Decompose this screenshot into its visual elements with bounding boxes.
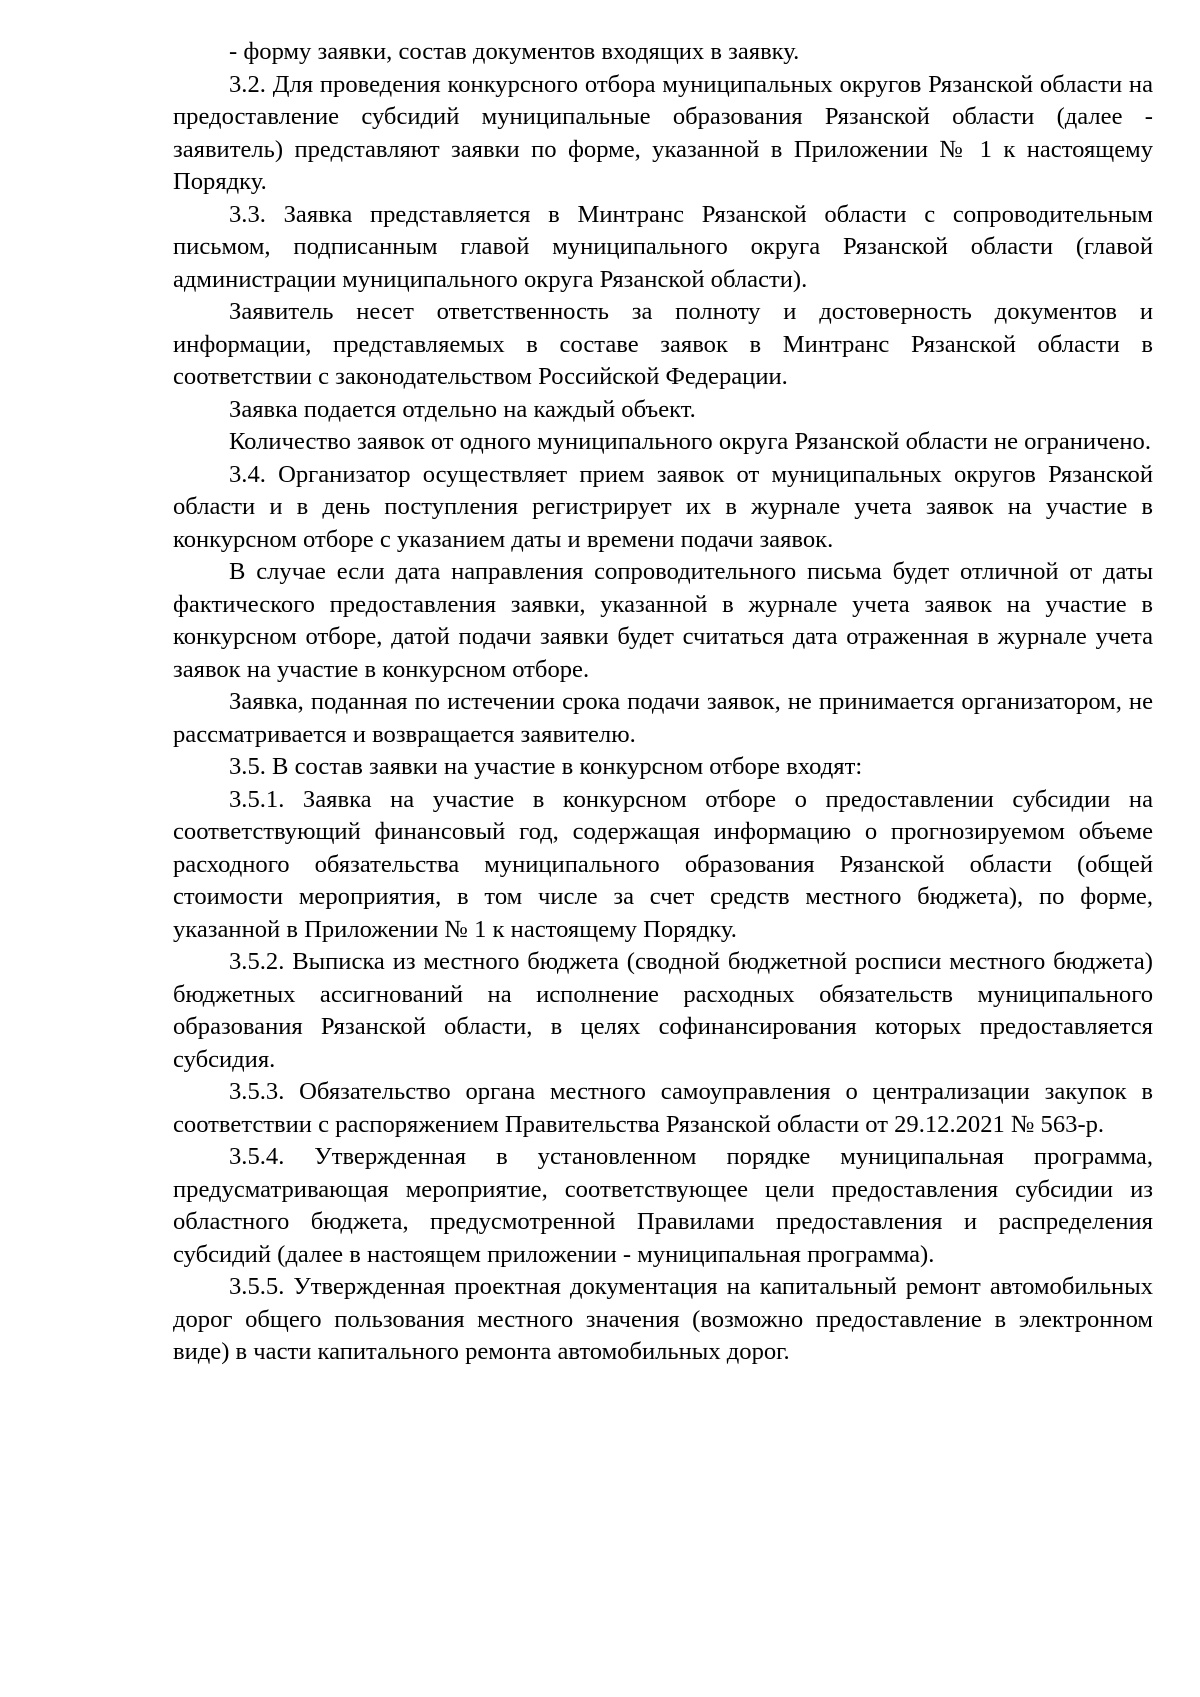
paragraph-3-5-5: 3.5.5. Утвержденная проектная документация на капитальный ремонт автомобильных дорог общего пользования местного значения (возможно предоставление в электронном виде) в части капитального ремонта автомобильных дорог. xyxy=(173,1273,1153,1365)
paragraph-3-5: 3.5. В состав заявки на участие в конкурсном отборе входят: xyxy=(229,753,863,780)
paragraph-3-5-4: 3.5.4. Утвержденная в установленном порядке муниципальная программа, предусматривающая мероприятие, соответствующее цели предоставления субсидии из областного бюджета, предусмотренной Правилами предоставления и распределения субсидий (далее в настоящем приложении - муниципальная программа). xyxy=(173,1143,1153,1268)
paragraph-late-application: Заявка, поданная по истечении срока подачи заявок, не принимается организатором, не рассматривается и возвращается заявителю. xyxy=(173,688,1153,748)
paragraph-applicant-responsibility: Заявитель несет ответственность за полноту и достоверность документов и информации, представляемых в составе заявок в Минтранс Рязанской области в соответствии с законодательством Российской Федерации. xyxy=(173,298,1153,390)
paragraph-3-5-1: 3.5.1. Заявка на участие в конкурсном отборе о предоставлении субсидии на соответствующий финансовый год, содержащая информацию о прогнозируемом объеме расходного обязательства муниципального образования Рязанской области (общей стоимости мероприятия, в том числе за счет средств местного бюджета), по форме, указанной в Приложении № 1 к настоящему Порядку. xyxy=(173,785,1153,943)
paragraph-3-3: 3.3. Заявка представляется в Минтранс Рязанской области с сопроводительным письмом, подписанным главой муниципального округа Рязанской области (главой администрации муниципального округа Рязанской области). xyxy=(173,200,1153,293)
paragraph-quantity-unlimited: Количество заявок от одного муниципального округа Рязанской области не ограничено. xyxy=(229,428,1151,455)
paragraph-3-4: 3.4. Организатор осуществляет прием заявок от муниципальных округов Рязанской области и в день поступления регистрирует их в журнале учета заявок на участие в конкурсном отборе с указанием даты и времени подачи заявок. xyxy=(173,460,1153,553)
paragraph-one-per-object: Заявка подается отдельно на каждый объект. xyxy=(229,395,696,423)
paragraph-3-5-3: 3.5.3. Обязательство органа местного самоуправления о централизации закупок в соответствии с распоряжением Правительства Рязанской области от 29.12.2021 № 563-р. xyxy=(173,1078,1153,1138)
paragraph-form-of-application: - форму заявки, состав документов входящих в заявку. xyxy=(229,38,800,65)
paragraph-3-2: 3.2. Для проведения конкурсного отбора муниципальных округов Рязанской области на предоставление субсидий муниципальные образования Рязанской области (далее - заявитель) представляют заявки по форме, указанной в Приложении № 1 к настоящему Порядку. xyxy=(173,70,1153,195)
document-page xyxy=(173,36,1153,1369)
paragraph-filing-date: В случае если дата направления сопроводительного письма будет отличной от даты фактического предоставления заявки, указанной в журнале учета заявок на участие в конкурсном отборе, датой подачи заявки будет считаться дата отраженная в журнале учета заявок на участие в конкурсном отборе. xyxy=(173,558,1153,683)
paragraph-3-5-2: 3.5.2. Выписка из местного бюджета (сводной бюджетной росписи местного бюджета) бюджетных ассигнований на исполнение расходных обязательств муниципального образования Рязанской области, в целях софинансирования которых предоставляется субсидия. xyxy=(173,948,1153,1073)
